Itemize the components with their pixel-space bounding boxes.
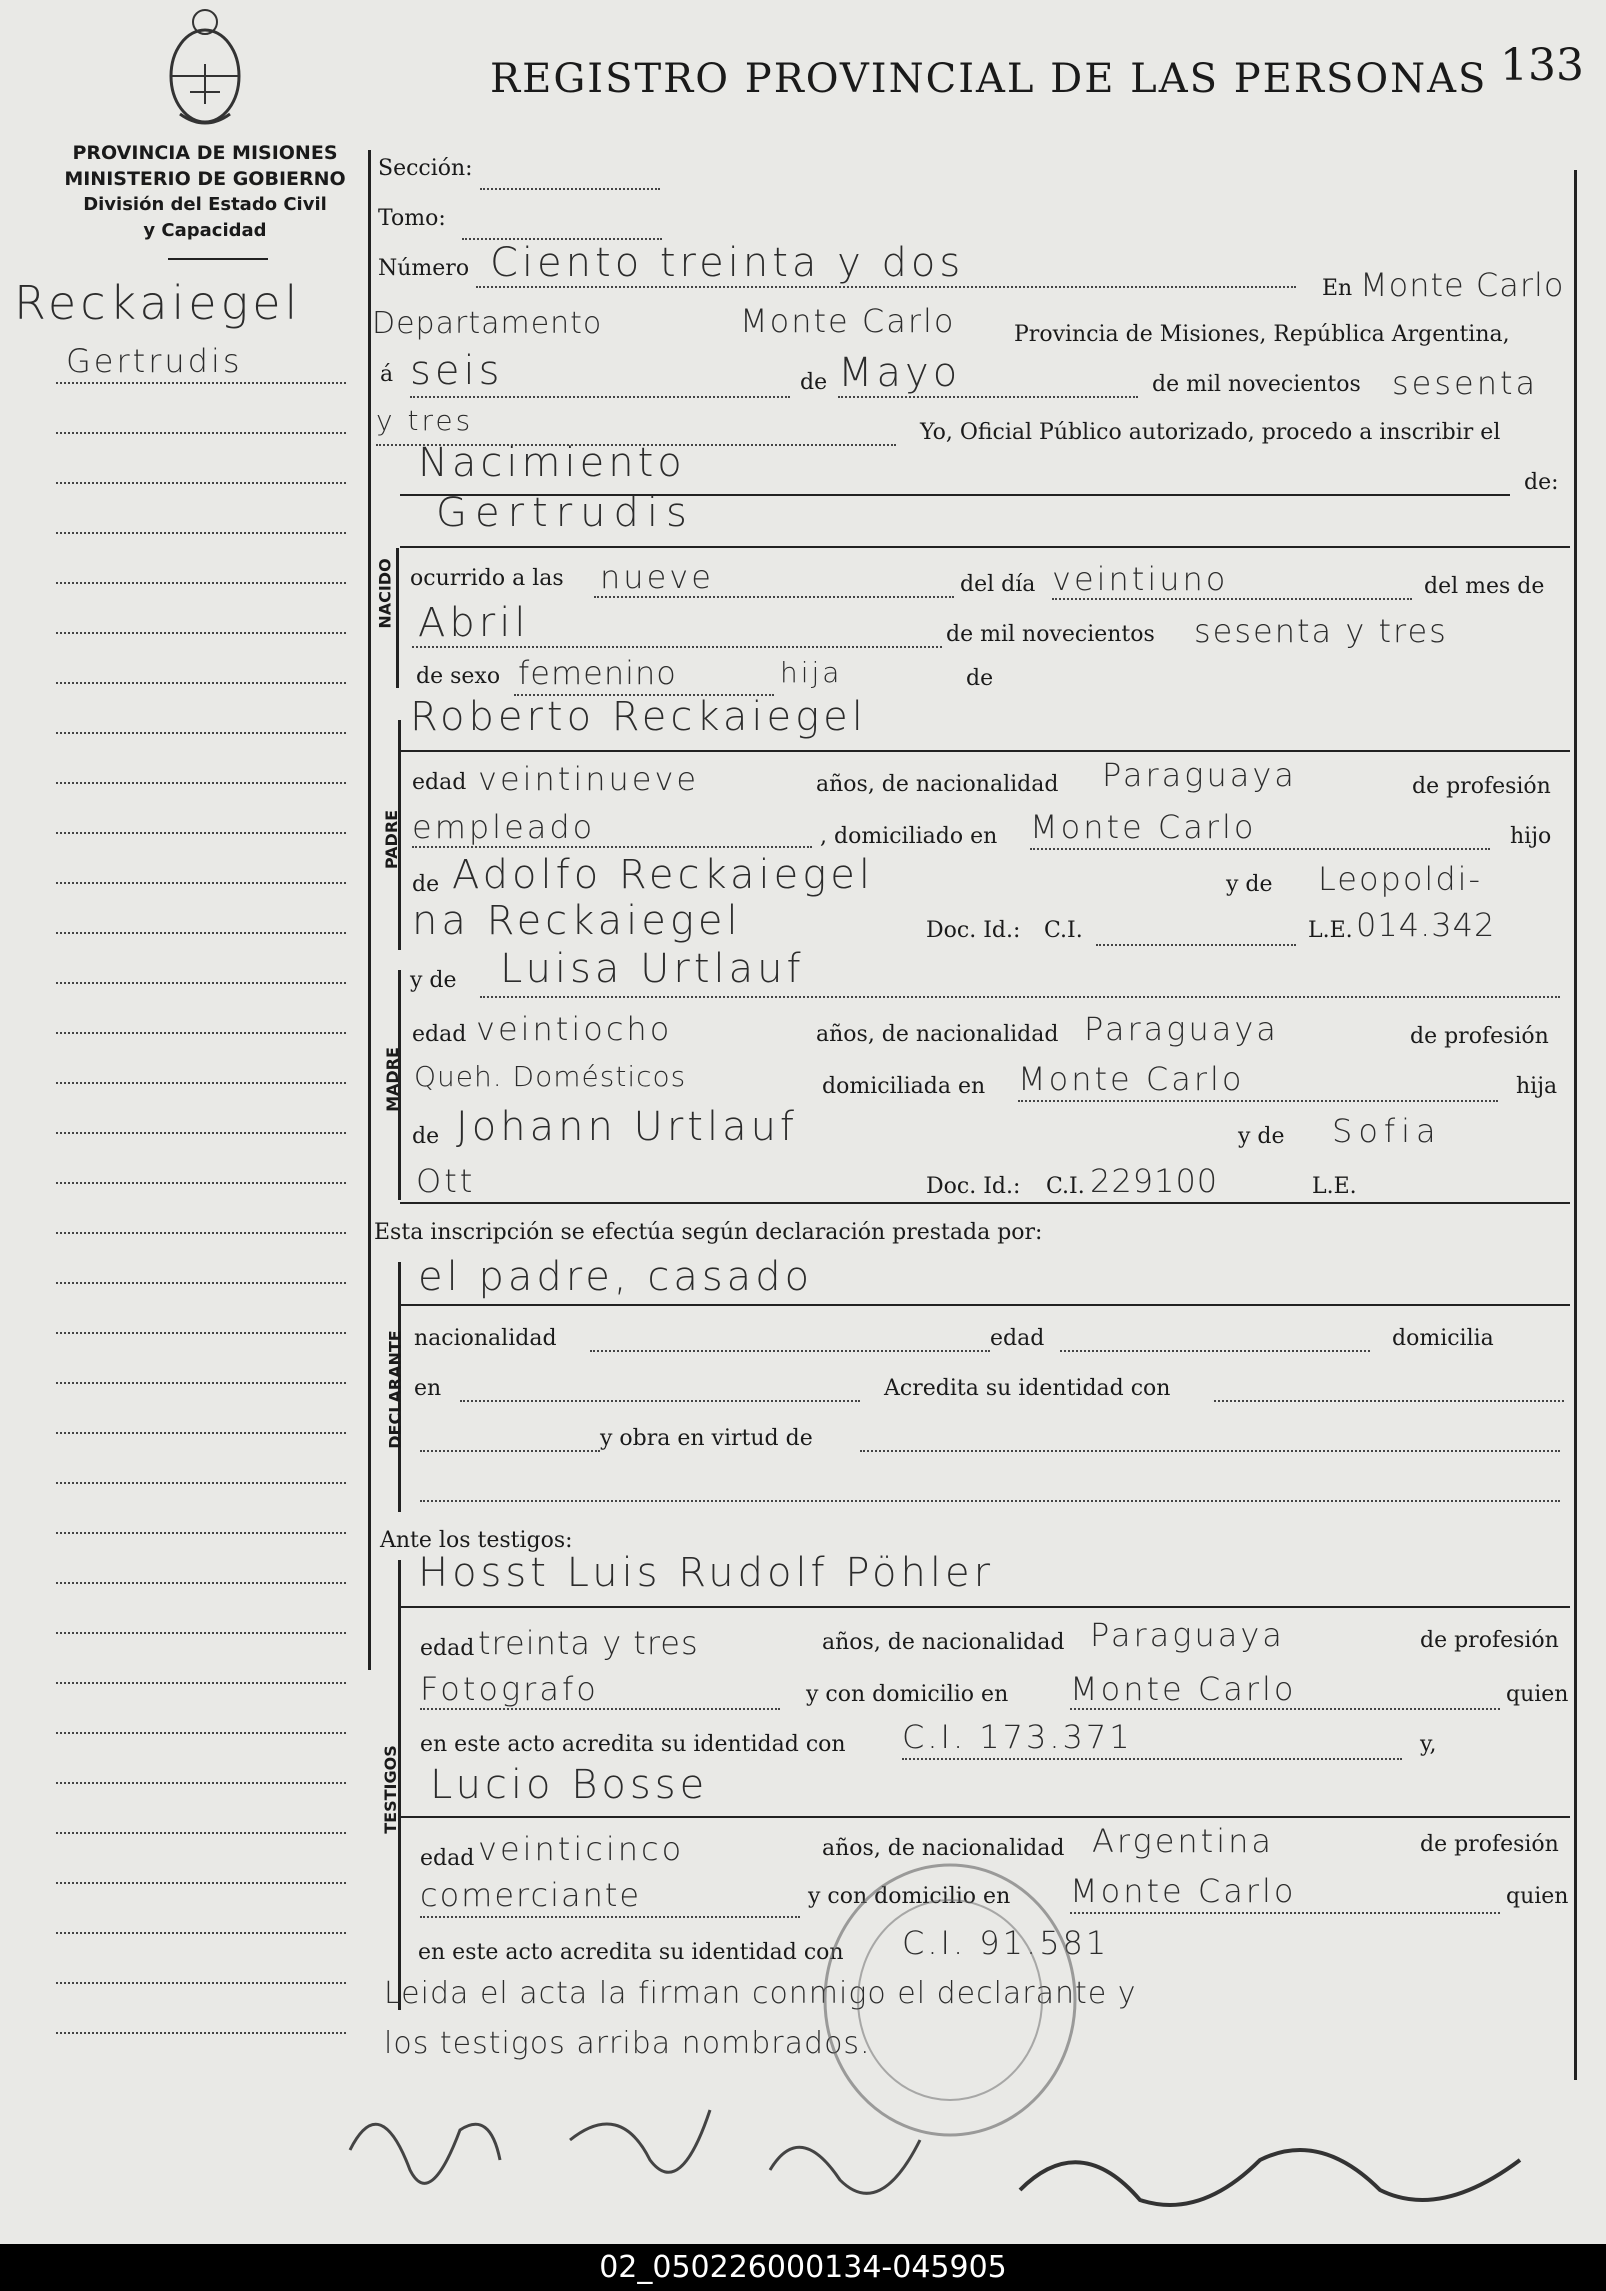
declarante-value: el padre, casado: [418, 1254, 814, 1300]
del-dia-label: del día: [960, 572, 1036, 597]
a-label: á: [380, 362, 394, 387]
madre-le-label: L.E.: [1312, 1174, 1357, 1199]
testigo1-edad-label: edad: [420, 1636, 475, 1661]
numero-label: Número: [378, 256, 470, 281]
madre-profesion-value: Queh. Domésticos: [414, 1060, 687, 1093]
madre-anios-label: años, de nacionalidad: [816, 1022, 1059, 1047]
madre-ci-value: 229100: [1090, 1162, 1219, 1200]
testigo1-y-label: y,: [1420, 1732, 1437, 1757]
testigos-label: TESTIGOS: [380, 1745, 400, 1834]
page-title: REGISTRO PROVINCIAL DE LAS PERSONAS: [490, 56, 1488, 102]
margin-ruled-line: [56, 1182, 346, 1184]
day-value: seis: [410, 348, 504, 394]
day-born-value: veintiuno: [1052, 560, 1229, 598]
declarante-en-label: en: [414, 1376, 442, 1401]
declarante-edad-label: edad: [990, 1326, 1045, 1351]
year-label: de mil novecientos: [1152, 372, 1361, 397]
padre-domicilio-field: [1030, 848, 1490, 850]
testigo2-name-line: [400, 1816, 1570, 1818]
month-born-value: Abril: [418, 600, 530, 646]
madre-doc-label: Doc. Id.:: [926, 1174, 1021, 1199]
year-value: sesenta: [1392, 364, 1539, 402]
margin-ruled-line: [56, 1432, 346, 1434]
numero-field: [476, 286, 1296, 288]
margin-ruled-line: [56, 1532, 346, 1534]
testigo1-edad-value: treinta y tres: [478, 1624, 699, 1662]
padre-domicilio-value: Monte Carlo: [1030, 808, 1257, 846]
hour-field: [594, 596, 954, 598]
child-name-line: [400, 546, 1570, 548]
padre-anios-label: años, de nacionalidad: [816, 772, 1059, 797]
testigo1-doc-field: [902, 1758, 1402, 1760]
padre-doc-label: Doc. Id.:: [926, 918, 1021, 943]
seccion-label: Sección:: [378, 156, 473, 181]
act-type: Nacimiento: [418, 440, 686, 486]
margin-ruled-line: [56, 1232, 346, 1234]
office-line-1: PROVINCIA DE MISIONES: [72, 142, 338, 164]
margin-ruled-line: [56, 432, 346, 434]
testigo2-nacionalidad-value: Argentina: [1092, 1822, 1274, 1860]
margin-ruled-line: [56, 382, 346, 384]
padre-profesion-field: [412, 846, 812, 848]
margin-surname: Reckaiegel: [14, 276, 302, 330]
testigo1-name: Hosst Luis Rudolf Pöhler: [418, 1550, 995, 1596]
testigo2-edad-label: edad: [420, 1846, 475, 1871]
del-mes-label: del mes de: [1424, 574, 1545, 599]
margin-ruled-line: [56, 932, 346, 934]
testigo2-profesion-label: de profesión: [1420, 1832, 1559, 1857]
testigo1-acredita-label: en este acto acredita su identidad con: [420, 1732, 846, 1757]
margin-ruled-line: [56, 1132, 346, 1134]
padre-de-label: de: [412, 872, 440, 897]
testigo1-profesion-label: de profesión: [1420, 1628, 1559, 1653]
month-value: Mayo: [838, 350, 962, 396]
padre-madre-name-2: na Reckaiegel: [412, 898, 742, 944]
padre-edad-value: veintinueve: [478, 760, 700, 798]
padre-hijo-label: hijo: [1510, 824, 1552, 849]
madre-padre-name: Johann Urtlauf: [456, 1104, 799, 1150]
madre-domiciliada-label: domiciliada en: [822, 1074, 986, 1099]
father-name-line: [400, 750, 1570, 752]
declarante-acredita-label: Acredita su identidad con: [884, 1376, 1171, 1401]
month-field: [838, 396, 1138, 398]
de-parent-label: de: [966, 666, 994, 691]
signatures-icon: [320, 2050, 1580, 2240]
padre-ci-field: [1096, 944, 1296, 946]
office-line-3: División del Estado Civil: [83, 194, 327, 215]
sexo-value: femenino: [518, 654, 677, 692]
madre-edad-value: veintiocho: [476, 1010, 673, 1048]
margin-ruled-line: [56, 532, 346, 534]
testigo2-domicilio-label: y con domicilio en: [808, 1884, 1011, 1909]
padre-le-value: 014.342: [1356, 906, 1496, 944]
margin-ruled-line: [56, 882, 346, 884]
madre-edad-label: edad: [412, 1022, 467, 1047]
testigo2-acredita-label: en este acto acredita su identidad con: [418, 1940, 844, 1965]
declarante-en-field: [460, 1400, 860, 1402]
seal-icon: [150, 4, 260, 132]
margin-ruled-line: [56, 1832, 346, 1834]
padre-profesion-label: de profesión: [1412, 774, 1551, 799]
padre-y-de-label: y de: [1226, 872, 1273, 897]
departamento-label: Departamento: [372, 306, 603, 341]
padre-edad-label: edad: [412, 770, 467, 795]
testigo2-domicilio-field: [1070, 1912, 1500, 1914]
declarante-obra-pre-field: [420, 1450, 600, 1452]
declarante-extra-field: [420, 1500, 1560, 1502]
hour-value: nueve: [600, 558, 714, 596]
margin-ruled-line: [56, 1632, 346, 1634]
testigo2-doc-value: C.I. 91.581: [902, 1924, 1110, 1962]
numero-value: Ciento treinta y dos: [490, 240, 965, 286]
form-right-border: [1574, 170, 1577, 2080]
padre-ci-label: C.I.: [1044, 918, 1083, 943]
declarante-intro: Esta inscripción se efectúa según declaración prestada por:: [374, 1220, 1043, 1245]
padre-label: PADRE: [382, 809, 402, 870]
padre-nacionalidad-value: Paraguaya: [1102, 756, 1297, 794]
margin-ruled-line: [56, 1032, 346, 1034]
margin-ruled-line: [56, 2032, 346, 2034]
ocurrido-label: ocurrido a las: [410, 566, 564, 591]
seccion-field: [480, 188, 660, 190]
padre-padre-name: Adolfo Reckaiegel: [452, 852, 874, 898]
margin-ruled-line: [56, 1982, 346, 1984]
padre-le-label: L.E.: [1308, 918, 1353, 943]
year-value-2: y tres: [376, 404, 474, 437]
madre-madre-name-2: Ott: [416, 1162, 476, 1200]
margin-ruled-line: [56, 1332, 346, 1334]
day-born-field: [1052, 598, 1412, 600]
testigo2-profesion-field: [420, 1916, 800, 1918]
margin-ruled-line: [56, 1382, 346, 1384]
margin-ruled-line: [56, 1782, 346, 1784]
margin-ruled-line: [56, 582, 346, 584]
testigo1-anios-label: años, de nacionalidad: [822, 1630, 1065, 1655]
madre-name: Luisa Urtlauf: [500, 946, 805, 992]
declarante-obra-field: [860, 1450, 1560, 1452]
margin-ruled-line: [56, 732, 346, 734]
testigos-intro: Ante los testigos:: [380, 1528, 573, 1553]
madre-domicilio-value: Monte Carlo: [1018, 1060, 1245, 1098]
madre-name-field: [480, 996, 1560, 998]
padre-domiciliado-label: , domiciliado en: [820, 824, 998, 849]
day-field: [410, 396, 790, 398]
declarante-label: DECLARANTE: [385, 1330, 405, 1449]
madre-profesion-label: de profesión: [1410, 1024, 1549, 1049]
testigo1-profesion-field: [420, 1708, 780, 1710]
nacido-label: NACIDO: [375, 558, 395, 629]
father-name: Roberto Reckaiegel: [410, 694, 867, 740]
margin-ruled-line: [56, 1882, 346, 1884]
margin-ruled-line: [56, 1682, 346, 1684]
declarante-nacionalidad-label: nacionalidad: [414, 1326, 557, 1351]
nacido-border: [396, 548, 399, 688]
madre-hija-label: hija: [1516, 1074, 1558, 1099]
madre-madre-name: Sofia: [1332, 1112, 1442, 1150]
declarante-nacionalidad-field: [590, 1350, 990, 1352]
margin-ruled-line: [56, 1932, 346, 1934]
tomo-label: Tomo:: [378, 206, 446, 231]
year-born-label: de mil novecientos: [946, 622, 1155, 647]
departamento-value: Monte Carlo: [740, 302, 956, 340]
testigo2-edad-value: veinticinco: [478, 1830, 685, 1868]
de-colon: de:: [1524, 470, 1559, 495]
testigo1-quien-label: quien: [1506, 1682, 1569, 1707]
office-underline: [168, 258, 268, 260]
margin-ruled-line: [56, 1582, 346, 1584]
closing-line-1: Leida el acta la firman conmigo el declarante y: [384, 1976, 1137, 2011]
margin-ruled-line: [56, 782, 346, 784]
testigo1-domicilio-field: [1070, 1708, 1500, 1710]
margin-ruled-line: [56, 682, 346, 684]
margin-ruled-line: [56, 482, 346, 484]
margin-given-name: Gertrudis: [66, 342, 243, 380]
form-left-border: [368, 150, 371, 1670]
testigo2-quien-label: quien: [1506, 1884, 1569, 1909]
issuing-office: [60, 140, 350, 244]
testigo1-nacionalidad-value: Paraguaya: [1090, 1616, 1285, 1654]
madre-label: MADRE: [382, 1047, 402, 1112]
testigo1-domicilio-label: y con domicilio en: [806, 1682, 1009, 1707]
madre-de-label: de: [412, 1124, 440, 1149]
testigo1-doc-value: C.I. 173.371: [902, 1718, 1133, 1756]
madre-domicilio-field: [1018, 1100, 1498, 1102]
testigo1-name-line: [400, 1606, 1570, 1608]
margin-ruled-line: [56, 1282, 346, 1284]
declarante-domicilio-label: domicilia: [1392, 1326, 1494, 1351]
en-value: Monte Carlo: [1360, 266, 1565, 304]
testigo1-profesion-value: Fotografo: [420, 1670, 599, 1708]
padre-madre-name: Leopoldi-: [1318, 860, 1483, 898]
provincia-text: Provincia de Misiones, República Argentina,: [1014, 322, 1510, 347]
madre-y-de-label-2: y de: [1238, 1124, 1285, 1149]
margin-ruled-line: [56, 1482, 346, 1484]
hija-value: hija: [780, 656, 843, 689]
madre-bottom-line: [400, 1202, 1570, 1204]
testigo2-domicilio-value: Monte Carlo: [1070, 1872, 1297, 1910]
padre-profesion-value: empleado: [412, 808, 596, 846]
testigo2-profesion-value: comerciante: [420, 1876, 642, 1914]
margin-ruled-line: [56, 1732, 346, 1734]
margin-ruled-line: [56, 1082, 346, 1084]
year-born-value: sesenta y tres: [1194, 612, 1448, 650]
declarante-value-line: [400, 1304, 1570, 1306]
closing-line-2: los testigos arriba nombrados.: [384, 2026, 871, 2061]
madre-y-de-label: y de: [410, 968, 457, 993]
margin-ruled-line: [56, 982, 346, 984]
yo-text: Yo, Oficial Público autorizado, procedo a inscribir el: [920, 420, 1501, 445]
page-number: 133: [1500, 40, 1584, 91]
declarante-obra-label: y obra en virtud de: [600, 1426, 813, 1451]
declarante-edad-field: [1060, 1350, 1370, 1352]
margin-ruled-line: [56, 832, 346, 834]
office-line-4: y Capacidad: [143, 220, 267, 241]
en-label: En: [1322, 276, 1353, 301]
office-line-2: MINISTERIO DE GOBIERNO: [64, 168, 346, 190]
madre-nacionalidad-value: Paraguaya: [1084, 1010, 1279, 1048]
testigo2-name: Lucio Bosse: [430, 1762, 709, 1808]
child-name: Gertrudis: [436, 490, 695, 536]
de-label: de: [800, 370, 828, 395]
month-born-field: [412, 646, 942, 648]
madre-ci-label: C.I.: [1046, 1174, 1085, 1199]
testigo1-domicilio-value: Monte Carlo: [1070, 1670, 1297, 1708]
declarante-acredita-field: [1214, 1400, 1564, 1402]
margin-ruled-line: [56, 632, 346, 634]
sexo-label: de sexo: [416, 664, 501, 689]
document-code: 02_050226000134-045905: [0, 2244, 1606, 2291]
testigo2-anios-label: años, de nacionalidad: [822, 1836, 1065, 1861]
